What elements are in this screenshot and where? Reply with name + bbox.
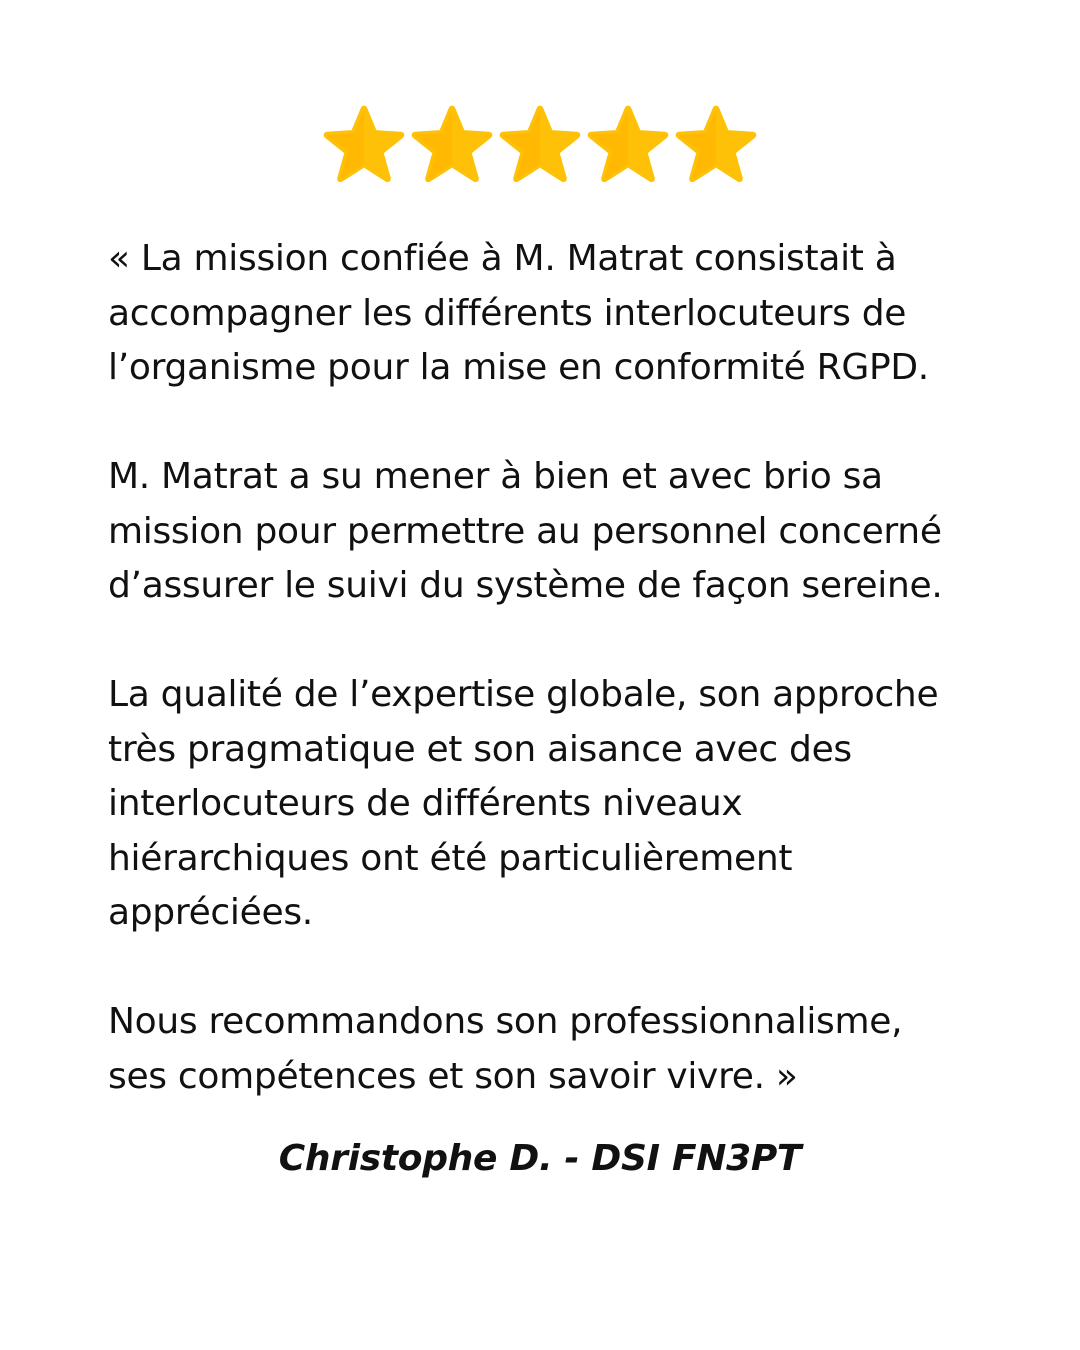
quote-line: accompagner les différents interlocuteurs de [108, 292, 907, 334]
testimonial-paragraph [108, 995, 978, 1104]
paragraph-spacer [108, 941, 978, 996]
star-icon [498, 104, 582, 188]
testimonial-paragraph [108, 450, 978, 614]
quote-line: Nous recommandons son professionnalisme, [108, 1001, 903, 1042]
quote-line: ses compétences et son savoir vivre. » [108, 1055, 798, 1097]
quote-line: l’organisme pour la mise en conformité RGPD. [108, 347, 929, 388]
quote-line: appréciées. [108, 892, 313, 933]
star-icon [674, 104, 758, 188]
quote-line: interlocuteurs de différents niveaux [108, 783, 743, 824]
star-rating [0, 104, 1080, 188]
quote-line: « La mission confiée à M. Matrat consistait à [108, 238, 897, 279]
quote-line: hiérarchiques ont été particulièrement [108, 837, 793, 879]
quote-line: mission pour permettre au personnel concerné [108, 510, 942, 552]
testimonial-quote [108, 232, 978, 1104]
paragraph-spacer [108, 396, 978, 451]
quote-line: La qualité de l’expertise globale, son approche [108, 674, 939, 715]
star-icon [322, 104, 406, 188]
testimonial-paragraph [108, 668, 978, 941]
paragraph-spacer [108, 614, 978, 669]
testimonial-author: Christophe D. - DSI FN3PT [278, 1138, 802, 1179]
quote-line: d’assurer le suivi du système de façon sereine. [108, 565, 943, 606]
quote-line: M. Matrat a su mener à bien et avec brio sa [108, 456, 883, 497]
testimonial-paragraph [108, 232, 978, 396]
star-icon [410, 104, 494, 188]
star-icon [586, 104, 670, 188]
quote-line: très pragmatique et son aisance avec des [108, 728, 852, 770]
